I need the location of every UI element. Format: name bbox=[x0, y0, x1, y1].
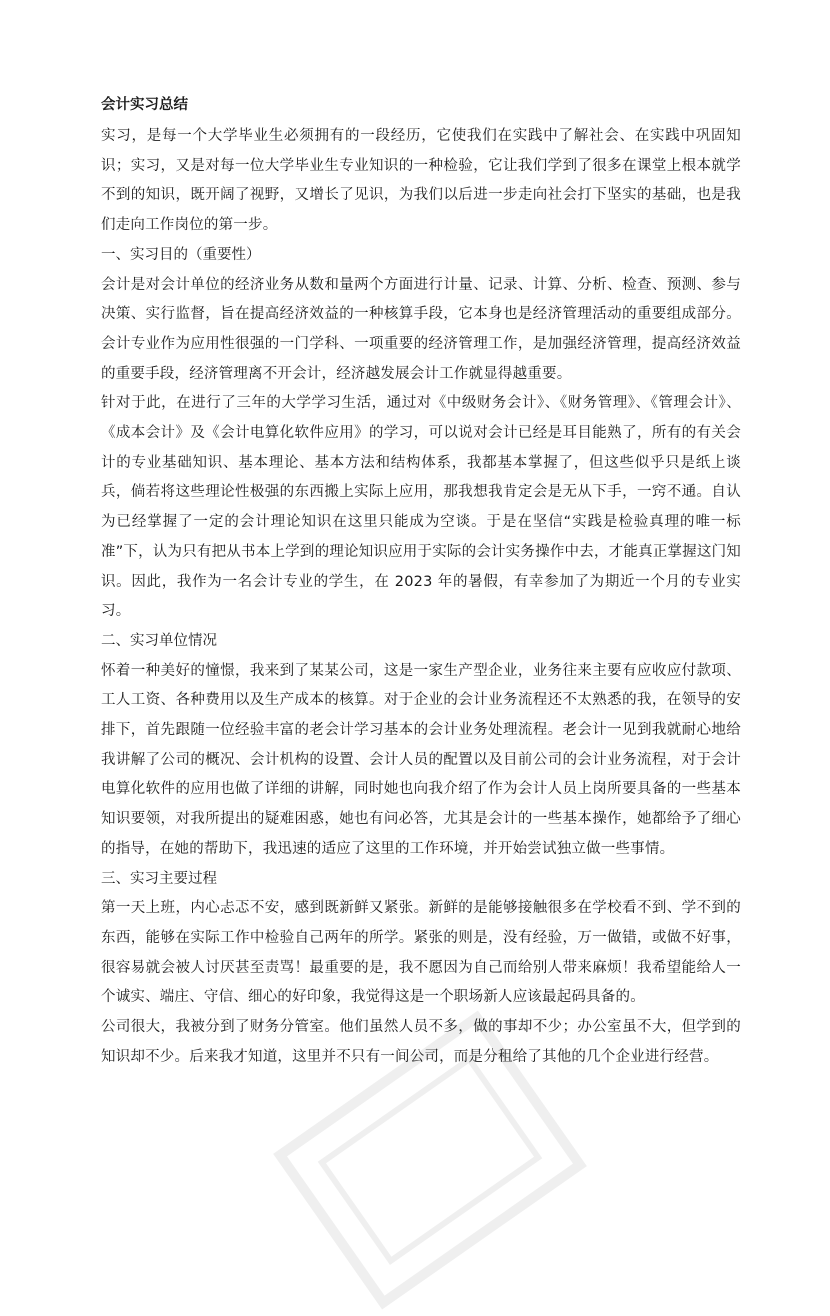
document-content bbox=[101, 94, 741, 1073]
section-heading-purpose: 一、实习目的（重要性） bbox=[101, 246, 261, 263]
section-heading-unit: 二、实习单位情况 bbox=[101, 632, 217, 649]
process-paragraph: 第一天上班，内心忐忑不安，感到既新鲜又紧张。新鲜的是能够接触很多在学校看不到、学不到的东西，能够在实际工作中检验自己两年的所学。紧张的则是，没有经验，万一做错，或做不好事，很容易就会被人讨厌甚至责骂！最重要的是，我不愿因为自己而给别人带来麻烦！我希望能给人一个诚实、端庄、守信、细心的好印象，我觉得这是一个职场新人应该最起码具备的。 bbox=[101, 900, 741, 1006]
section-heading-process: 三、实习主要过程 bbox=[101, 870, 217, 887]
process-paragraph-2: 公司很大，我被分到了财务分管室。他们虽然人员不多，做的事却不少；办公室虽不大，但学到的知识却不少。后来我才知道，这里并不只有一间公司，而是分租给了其他的几个企业进行经营。 bbox=[101, 1019, 741, 1065]
purpose-paragraph-2: 针对于此，在进行了三年的大学学习生活，通过对《中级财务会计》、《财务管理》、《管理会计》、《成本会计》及《会计电算化软件应用》的学习，可以说对会计已经是耳目能熟了，所有的有关会计的专业基础知识、基本理论、基本方法和结构体系，我都基本掌握了，但这些似乎只是纸上谈兵，倘若将这些理论性极强的东西搬上实际上应用，那我想我肯定会是无从下手，一窍不通。自认为已经掌握了一定的会计理论知识在这里只能成为空谈。于是在坚信“实践是检验真理的唯一标准”下，认为只有把从书本上学到的理论知识应用于实际的会计实务操作中去，才能真正掌握这门知识。因此，我作为一名会计专业的学生，在 2023 年的暑假，有幸参加了为期近一个月的专业实习。 bbox=[101, 395, 741, 620]
document-title: 会计实习总结 bbox=[101, 97, 188, 113]
unit-paragraph: 怀着一种美好的憧憬，我来到了某某公司，这是一家生产型企业，业务往来主要有应收应付款项、工人工资、各种费用以及生产成本的核算。对于企业的会计业务流程还不太熟悉的我，在领导的安排下，首先跟随一位经验丰富的老会计学习基本的会计业务处理流程。老会计一见到我就耐心地给我讲解了公司的概况、会计机构的设置、会计人员的配置以及目前公司的会计业务流程，对于会计电算化软件的应用也做了详细的讲解，同时她也向我介绍了作为会计人员上岗所要具备的一些基本知识要领，对我所提出的疑难困惑，她也有问必答，尤其是会计的一些基本操作，她都给予了细心的指导，在她的帮助下，我迅速的适应了这里的工作环境，并开始尝试独立做一些事情。 bbox=[101, 662, 741, 857]
intro-paragraph: 实习，是每一个大学毕业生必须拥有的一段经历，它使我们在实践中了解社会、在实践中巩固知识；实习，又是对每一位大学毕业生专业知识的一种检验，它让我们学到了很多在课堂上根本就学不到的知识，既开阔了视野，又增长了见识，为我们以后进一步走向社会打下坚实的基础，也是我们走向工作岗位的第一步。 bbox=[101, 128, 741, 234]
purpose-paragraph: 会计是对会计单位的经济业务从数和量两个方面进行计量、记录、计算、分析、检查、预测、参与决策、实行监督，旨在提高经济效益的一种核算手段，它本身也是经济管理活动的重要组成部分。会计专业作为应用性很强的一门学科、一项重要的经济管理工作，是加强经济管理，提高经济效益的重要手段，经济管理离不开会计，经济越发展会计工作就显得越重要。 bbox=[101, 276, 741, 382]
